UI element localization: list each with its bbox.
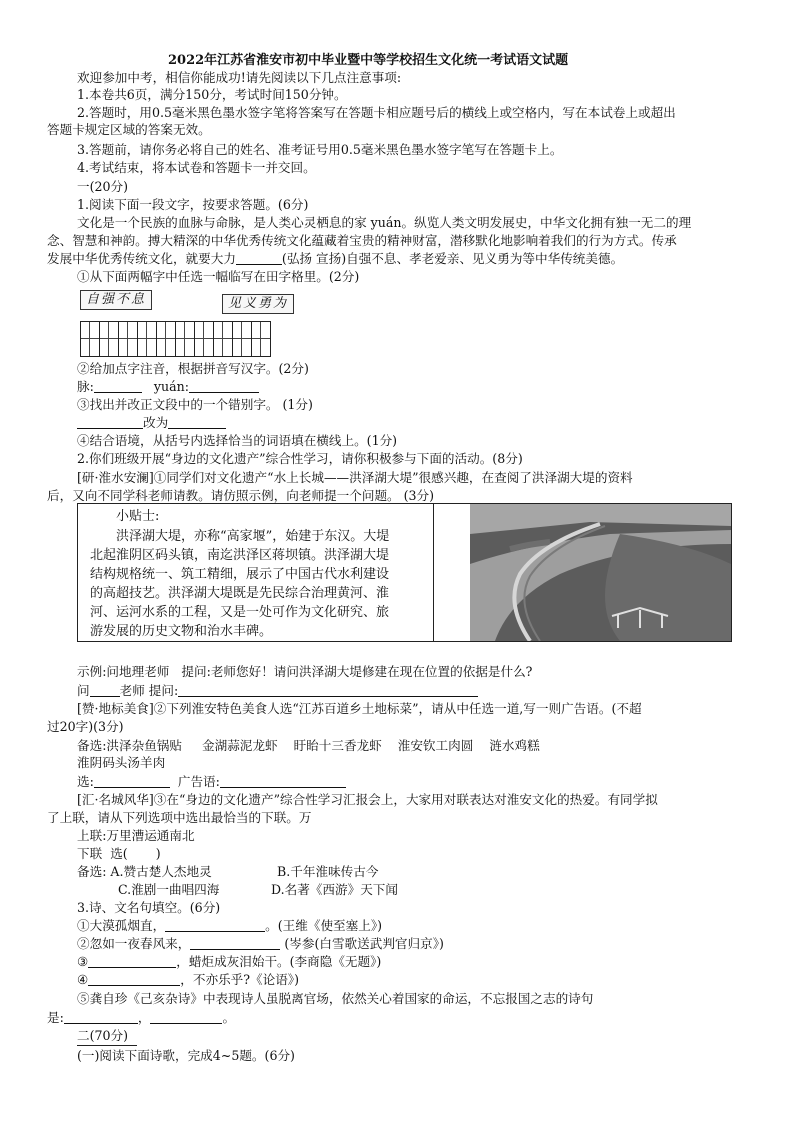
note-1: 1.本卷共6页，满分150分，考试时间150分钟。	[77, 87, 347, 102]
note-4: 4.考试结束，将本试卷和答题卡一并交回。	[77, 160, 316, 175]
food-options-1: 备选:洪泽杂鱼锅贴 金湖蒜泥龙虾 盱眙十三香龙虾 淮安钦工肉圆 涟水鸡糕	[77, 738, 540, 753]
typo-wrong-blank[interactable]	[77, 415, 143, 429]
option-d[interactable]: D.名著《西游》天下闻	[271, 882, 398, 897]
poem-2-suffix: (岑参(白雪歌送武判官归京》)	[284, 936, 444, 951]
mai-label: 脉:	[77, 379, 94, 394]
poem-5-comma: ，	[137, 1010, 151, 1025]
section-two-heading: 二(70分)	[77, 1028, 129, 1043]
poem-5-period: 。	[222, 1010, 236, 1025]
teacher-subject-blank[interactable]	[90, 683, 120, 697]
section-one-heading: 一(20分)	[77, 179, 129, 194]
dike-photo	[470, 504, 731, 641]
ask-wen: 问	[77, 683, 90, 698]
choose-label: 选:	[77, 774, 94, 789]
tip-line-6: 游发展的历史文物和治水丰碑。	[90, 624, 273, 639]
question-1d: ④结合语境，从括号内选择恰当的词语填在横线上。(1分)	[77, 433, 398, 448]
question-4: (一)阅读下面诗歌，完成4~5题。(6分)	[77, 1048, 295, 1063]
poem-3-blank[interactable]	[88, 954, 176, 968]
tianzige-cell[interactable]	[232, 321, 252, 357]
tianzige-grid[interactable]	[80, 321, 270, 357]
poem-3-prefix: ③	[77, 954, 89, 969]
word-blank[interactable]	[236, 251, 282, 265]
tip-line-5: 河、运河水系的工程，又是一处可作为文化研究、旅	[90, 605, 390, 620]
passage-line-3-tail: (弘扬 宣扬)自强不息、孝老爱亲、见义勇为等中华传统美德。	[281, 251, 624, 266]
poem-2-prefix: ②忽如一夜春风来，	[77, 936, 191, 951]
tip-line-2: 北起淮阴区码头镇，南迄洪泽区蒋坝镇。洪泽湖大堤	[90, 548, 390, 563]
question-1a: ①从下面两幅字中任选一幅临写在田字格里。(2分)	[77, 269, 360, 284]
yuan-label: yuán:	[153, 379, 189, 394]
tianzige-cell[interactable]	[251, 321, 271, 357]
example-line: 示例:问地理老师 提问:老师您好！请问洪泽湖大堤修建在现在位置的依据是什么?	[77, 664, 533, 679]
poem-line-2	[77, 935, 444, 952]
poem-1-prefix: ①大漠孤烟直，	[77, 918, 166, 933]
tianzige-cell[interactable]	[194, 321, 214, 357]
question-2b-line-2: 过20字)(3分)	[47, 719, 124, 734]
poem-5-prefix: 是:	[47, 1010, 64, 1025]
option-c[interactable]: C.淮剧一曲唱四海	[118, 882, 220, 897]
question-1c: ③找出并改正文段中的一个错别字。 (1分)	[77, 397, 313, 412]
tianzige-cell[interactable]	[99, 321, 119, 357]
poem-line-3	[77, 953, 381, 970]
food-choice-blank[interactable]	[94, 774, 170, 788]
poem-2-blank[interactable]	[190, 936, 280, 950]
poem-line-1	[77, 917, 382, 934]
question-2: 2.你们班级开展“身边的文化遗产”综合性学习，请你积极参与下面的活动。(8分)	[77, 451, 523, 466]
poem-5-blank-1[interactable]	[64, 1010, 138, 1024]
note-2: 2.答题时，用0.5毫米黑色墨水签字笔将答案写在答题卡相应题号后的横线上或空格内，写在本试卷上或超出	[77, 105, 676, 120]
poem-line-5: ⑤龚自珍《己亥杂诗》中表现诗人虽脱离官场，依然关心着国家的命运，不忘报国之志的诗句	[77, 991, 594, 1006]
pinyin-line	[77, 378, 259, 395]
slogan-line	[77, 773, 346, 790]
question-2b-line-1: [赞·地标美食]②下列淮安特色美食人选“江苏百道乡土地标菜”，请从中任选一道,写一则广告语。(不超	[77, 701, 642, 716]
slogan-blank[interactable]	[220, 774, 346, 788]
typo-line	[77, 414, 226, 431]
dike-photo-image	[470, 504, 731, 641]
food-options-2: 淮阴码头汤羊肉	[77, 755, 166, 770]
box-divider	[433, 504, 434, 641]
lower-couplet: 下联 选( )	[77, 846, 161, 861]
poem-4-prefix: ④	[77, 972, 89, 987]
poem-line-4	[77, 971, 299, 988]
upper-couplet: 上联:万里漕运通南北	[77, 828, 195, 843]
ask-line	[77, 682, 478, 699]
section-divider	[77, 1045, 137, 1046]
tianzige-cell[interactable]	[118, 321, 138, 357]
tianzige-cell[interactable]	[137, 321, 157, 357]
question-3: 3.诗、文名句填空。(6分)	[77, 900, 221, 915]
question-blank[interactable]	[178, 683, 478, 697]
slogan-label: 广告语:	[177, 774, 220, 789]
intro-line: 欢迎参加中考，相信你能成功!请先阅读以下几点注意事项:	[77, 70, 402, 85]
poem-line-5-answer	[47, 1009, 235, 1026]
poem-1-suffix: 。(王维《使至塞上》)	[265, 918, 383, 933]
passage-line-2: 念、智慧和神韵。搏大精深的中华优秀传统文化蕴藏着宝贵的精神财富，潜移默化地影响着我们的行为方式。传承	[47, 233, 677, 248]
passage-line-3-text: 发展中华优秀传统文化，就要大力	[47, 251, 236, 266]
ask-teacher-label: 老师 提问:	[119, 683, 179, 698]
question-2a-line-1: [研·淮水安澜]①同学们对文化遗产“水上长城——洪泽湖大堤”很感兴趣，在查阅了洪泽湖大堤的资料	[77, 470, 633, 485]
question-1b: ②给加点字注音，根据拼音写汉字。(2分)	[77, 361, 309, 376]
tip-line-3: 结构规格统一、筑工精细，展示了中国古代水利建设	[90, 567, 390, 582]
poem-5-blank-2[interactable]	[150, 1010, 222, 1024]
passage-line-1: 文化是一个民族的血脉与命脉，是人类心灵栖息的家 yuán。纵览人类文明发展史，中华文化拥有独一无二的理	[77, 215, 692, 230]
tianzige-cell[interactable]	[156, 321, 176, 357]
typo-gai-label: 改为	[143, 415, 169, 430]
poem-3-suffix: ，蜡炬成灰泪始干。(李商隐《无题》)	[176, 954, 382, 969]
note-3: 3.答题前，请你务必将自己的姓名、准考证号用0.5毫米黑色墨水签字笔写在答题卡上。	[77, 142, 563, 157]
poem-4-suffix: ，不亦乐乎?《论语》)	[180, 972, 300, 987]
tianzige-cell[interactable]	[175, 321, 195, 357]
passage-line-3	[47, 250, 623, 267]
calligraphy-sample-1: 自强不息	[80, 290, 152, 310]
tip-line-1: 洪泽湖大堤，亦称“高家堰”，始建于东汉。大堤	[116, 529, 390, 544]
tips-title: 小贴士:	[116, 509, 160, 524]
option-b[interactable]: B.千年淮味传古今	[277, 864, 379, 879]
note-2-cont: 答题卡规定区域的答案无效。	[47, 122, 211, 137]
option-a[interactable]: 备选: A.赞古楚人杰地灵	[77, 864, 212, 879]
tianzige-cell[interactable]	[213, 321, 233, 357]
question-2a-line-2: 后，又向不同学科老师请教。请仿照示例，向老师提一个问题。 (3分)	[47, 488, 435, 503]
tips-box	[77, 503, 732, 642]
poem-1-blank[interactable]	[165, 918, 265, 932]
calligraphy-sample-2: 见义勇为	[222, 294, 294, 314]
tianzige-cell[interactable]	[80, 321, 100, 357]
mai-blank[interactable]	[94, 379, 142, 393]
yuan-blank[interactable]	[189, 379, 259, 393]
question-2c-line-2: 了上联，请从下列选项中选出最恰当的下联。万	[47, 810, 312, 825]
question-2c-line-1: [汇·名城风华]③在“身边的文化遗产”综合性学习汇报会上，大家用对联表达对淮安文化的热爱。有同学拟	[77, 792, 658, 807]
typo-correct-blank[interactable]	[168, 415, 226, 429]
tip-line-4: 的高超技艺。洪泽湖大堤既是先民综合治理黄河、淮	[90, 586, 390, 601]
poem-4-blank[interactable]	[88, 972, 180, 986]
question-1: 1.阅读下面一段文字，按要求答题。(6分)	[77, 197, 309, 212]
exam-title: 2022年江苏省淮安市初中毕业暨中等学校招生文化统一考试语文试题	[168, 53, 569, 68]
